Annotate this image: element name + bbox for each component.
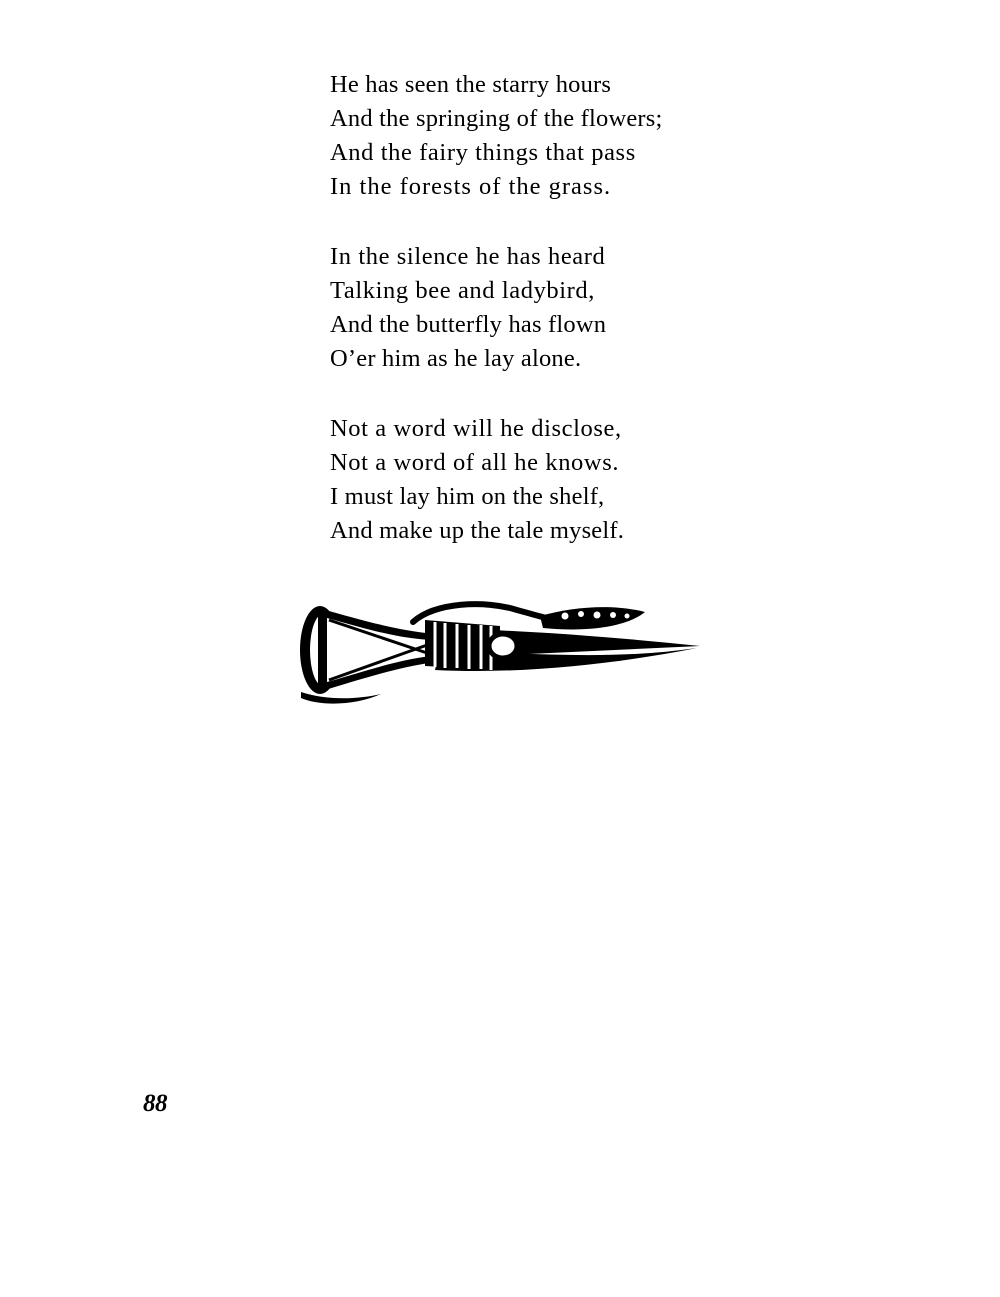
poem-stanza bbox=[330, 412, 750, 548]
poem-line: O’er him as he lay alone. bbox=[330, 345, 582, 372]
poem-line: And the fairy things that pass bbox=[330, 139, 636, 166]
poem-line: Not a word of all he knows. bbox=[330, 449, 620, 476]
poem-line: He has seen the starry hours bbox=[330, 71, 612, 98]
poem-line: And make up the tale myself. bbox=[330, 517, 625, 544]
poem-line: I must lay him on the shelf, bbox=[330, 483, 605, 510]
poem-body bbox=[330, 68, 750, 548]
page-number: 88 bbox=[143, 1090, 167, 1117]
poem-stanza bbox=[330, 240, 750, 376]
poem-line: In the silence he has heard bbox=[330, 243, 606, 270]
horn-and-banner-ornament bbox=[285, 588, 715, 713]
poem-line: Talking bee and ladybird, bbox=[330, 277, 596, 304]
poem-line: Not a word will he disclose, bbox=[330, 415, 622, 442]
poem-line: And the butterfly has flown bbox=[330, 311, 607, 338]
poem-line: And the springing of the flowers; bbox=[330, 105, 663, 132]
poem-line: In the forests of the grass. bbox=[330, 173, 612, 200]
poem-stanza bbox=[330, 68, 750, 204]
